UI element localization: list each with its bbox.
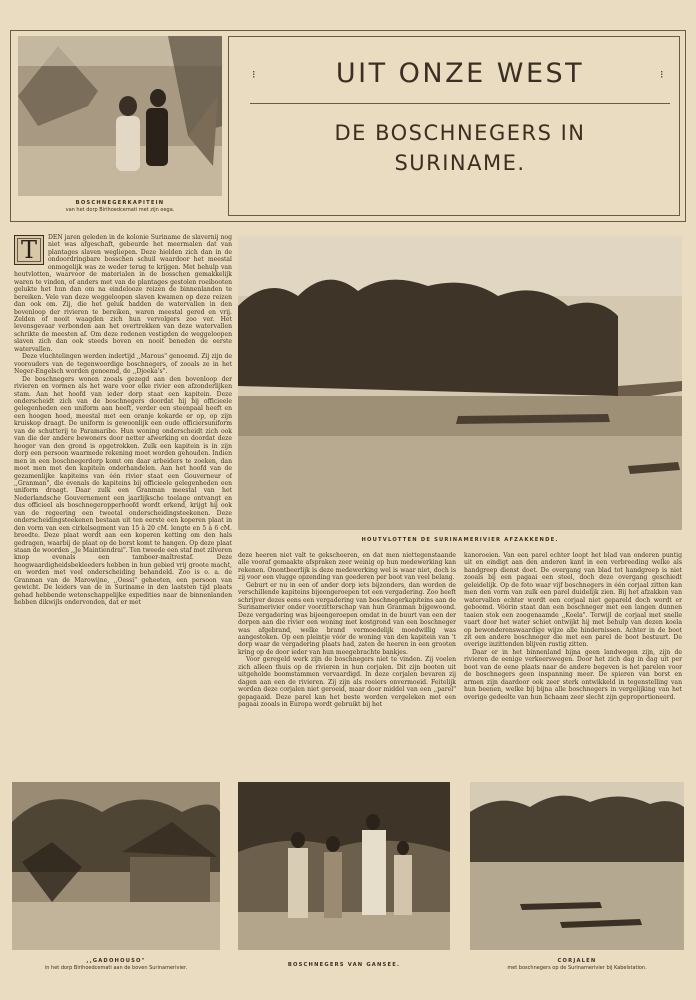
caption-gadohouso (12, 958, 220, 971)
photo-boschnegerkapitein (18, 36, 222, 196)
caption-houtvlotten (238, 537, 682, 543)
article-paragraph: Voor geregeld werk zijn de boschnegers niet te vinden. Zij voelen zich alleen thuis op de rivieren in hun corjalen. Dit zijn booten uit uitgeholde boomstammen vervaardigd. In deze corjalen bevaren zij dagen aan een de rivieren. Zij zijn als roeiers onvermoeid. Feitelijk worden deze corjalen niet geroeid, maar door middel van een ,,parel" gepagaaid. Deze parel kan het beste worden vergeleken met een pagaai zooals in Europa wordt gebruikt bij het (238, 656, 456, 709)
caption-gadohouso-title: ,,GADOHOUSO" (86, 958, 146, 964)
photo-houtvlotten (238, 236, 682, 530)
caption-kapitein-title: BOSCHNEGERKAPITEIN (75, 200, 165, 206)
article-column-2 (238, 552, 456, 774)
caption-corjalen-sub: met boschnegers op de Surinamerivier bij Kabelstation. (507, 965, 647, 971)
article-column-1 (14, 234, 232, 776)
title-ornament-right: ⁝ (660, 68, 664, 81)
caption-gansee-title: BOSCHNEGERS VAN GANSEE. (287, 962, 401, 968)
photo-gansee-illustration (238, 782, 450, 950)
article-title-line2: SURINAME. (394, 151, 526, 175)
photo-corjalen-illustration (470, 782, 684, 950)
caption-kapitein-sub: van het dorp Birihoedcemati met zijn eega. (65, 207, 175, 213)
article-paragraph: deze heeren niet valt te gekscheeren, en dat men niettegenstaande alle vooraf gemaakte afspraken zeer weinig op hun medewerking kan rekenen. Onontbeerlijk is deze medewerking wel is waar niet, doch is zij voor een vlugge opzending van goederen per boot van veel belang. (238, 552, 456, 582)
caption-kapitein (18, 200, 222, 213)
caption-houtvlotten-title: HOUTVLOTTEN DE SURINAMERIVIER AFZAKKENDE. (361, 537, 559, 543)
dropcap-letter: T (14, 235, 44, 265)
photo-gansee (238, 782, 450, 950)
title-divider (250, 103, 670, 104)
article-column-3 (464, 552, 682, 774)
photo-gadohouso (12, 782, 220, 950)
section-title: UIT ONZE WEST (335, 58, 585, 89)
caption-gadohouso-sub: in het dorp Birihoedcemati aan de boven Surinamerivier. (44, 965, 188, 971)
title-ornament-left: ⁝ (252, 68, 256, 81)
photo-kapitein-illustration (18, 36, 222, 196)
photo-gadohouso-illustration (12, 782, 220, 950)
caption-gansee (238, 962, 450, 968)
article-paragraph: Daar er in het binnenland bijna geen landwegen zijn, zijn de rivieren de eenige verkeerswegen. Door het zich dag in dag uit per boot van de eene plaats naar de andere begeven is het parelen voor de boschnegers geen inspanning meer. De spieren van borst en armen zijn daardoor ook zeer sterk ontwikkeld in tegenstelling van hun beenen, welke bij bijna alle boschnegers in vergelijking van het overige gedeelte van hun lichaam zeer slecht zijn geproportioneerd. (464, 648, 682, 701)
article-paragraph: Geburt er nu in een of ander dorp iets bijzonders, dan worden de verschillende kapiteins bijeengeroepen tot een vergadering. Zoo heeft schrijver dezes eens een vergadering van boschnegerkapiteins aan de Surinamerivier onder voorzitterschap van hun Granman bijgewoond. Deze vergadering was bijeengeroepen omdat in de buurt van een der dorpen aan die rivier een woning met kostgrond van een boschneger was afgebrand, welke brand vermoedelijk moedwillig was aangestoken. Op een pleintje vóór de woning van den kapitein van 't dorp waar de vergadering plaats had, zaten de heeren in een grooten kring op de door ieder van hun meegebrachte bankjes. (238, 581, 456, 656)
article-title (245, 118, 675, 178)
article-paragraph: DEN jaren geleden in de kolonie Suriname de slavernij nog niet was afgeschaft, gebeurde het meermalen dat van plantages slaven wegliepen. Deze hielden zich dan in de ondoordringbare bosschen schuil waardoor het meestal onmogelijk was ze weder terug te krijgen. Met behulp van houtvlotten, waarvoor de materialen in de bosschen gemakkelijk waren te vinden, of anders met van de plantages gestolen roeibooten gelukte het hun dan om na eindelooze reizen de binnenlanden te bereiken. Vele van deze weggeloopen slaven kwamen op deze reizen dan ook om. Zij, die het geluk hadden de watervallen in den bovenloop der rivieren te bereiken, waren meestal gered en vrij. Zelden of nooit waagden zich hun vervolgers zoo ver. Het levensgevaar verbonden aan het overtrekken van deze watervallen schrikte de meesten af. Om deze redenen vestigden de weggeloopen slaven zich dan ook steeds boven en nooit beneden de eerste watervallen. (14, 234, 232, 353)
caption-corjalen-title: CORJALEN (557, 958, 597, 964)
photo-river-illustration (238, 236, 682, 530)
article-paragraph: Deze vluchtelingen werden indertijd ,,Marous" genoemd. Zij zijn de voorouders van de tegenwoordige boschnegers, of zooals ze in het Neger-Engelsch worden genoemd, de ,,Djoeka's". (14, 353, 232, 376)
article-paragraph: kanoroeien. Van een parel echter loopt het blad van onderen puntig uit en eindigt aan den anderen kant in een verbreeding welke als handgreep dienst doet. De overgang van blad tot handgreep is niet zooals bij een pagaai een steel, doch deze overgang geschiedt geleidelijk. Op de foto waar vijf boschnegers in één corjaal zitten kan men den vorm van zulk een parel duidelijk zien. Bij het afzakken van watervallen echter wordt een corjaal niet gepareld doch wordt er geboomd. Vóórin staat dan een boschneger met een langen dunnen taaien stok een zoogenaamde ,,Koela". Terwijl de corjaal met snelle vaart door het water schiet ontwijkt hij met behulp van dezen koela op bewonderenswaardige wijze alle hindernissen. Achter in de boot zit een andere boschneger die met een parel de boot bestuurt. De overige inzittenden blijven rustig zitten. (464, 552, 682, 649)
photo-corjalen (470, 782, 684, 950)
article-paragraph: De boschnegers wonen zooals gezegd aan den bovenloop der rivieren en vormen als het ware voor elke rivier een afzonderlijken stam. Aan het hoofd van ieder dorp staat een kapitein. Deze onderscheidt zich van de boschnegers doordat hij bij officieele gelegenheden een uniform aan heeft, verder een steenpaal heeft en een hoogen hoed, meestal met een oranje kokarde er op, op zijn kruiskop draagt. De uniform is gewoonlijk een oude officiersuniform van de schutterij te Paramaribo. Hun woning onderscheidt zich ook van die der andere bewoners door netter afwerking en doordat deze hooger van den grond is opgetrokken. Zulk een kapitein is in zijn dorp een persoon waarmede rekening moet worden gehouden. Indien men in een boschnegerdorp komt om daar arbeiders te zoeken, dan moet men met den kapitein onderhandelen. Aan het hoofd van de gezamenlijke kapiteins van één rivier staat een Gouverneur of ,,Granman", die evenals de kapiteins bij officieele gelegenheden een uniform draagt. Daar zulk een Granman meestal van het Nederlandsche Gouvernement een jaarlijksche toelage ontvangt en dus officieel als boschnegeropperhoofd wordt erkend, krijgt hij ook van de regeering een tweetal onderscheidingsteekenen. Deze onderscheidingsteekenen bestaan uit ten eerste een koperen plaat in den vorm van een cirkelsegment van 15 à 20 cM. lengte en 5 à 6 cM. breedte. Deze plaat wordt aan een koperen ketting om den hals gedragen, waarbij de plaat op de borst komt te hangen. Op deze plaat staan de woorden ,,Je Maintiendrai". Ten tweede een staf met zilveren knop evenals een tamboer-maîtrestaf. Deze hoogwaardigheidsbekleeders hebben in hun gebied vrij groote macht, en worden met veel onderscheiding behandeld. Zoo is o. a. de Granman van de Marowijne, ,,Oessi" geheeten, een persoon van gewicht. De leiders van de in Suriname in den laatsten tijd plaats gehad hebbende wetenschappelijke expedities naar de binnenlanden hebben dikwijls ondervonden, dat er met (14, 375, 232, 607)
article-title-line1: DE BOSCHNEGERS IN (334, 121, 586, 145)
caption-corjalen (470, 958, 684, 971)
